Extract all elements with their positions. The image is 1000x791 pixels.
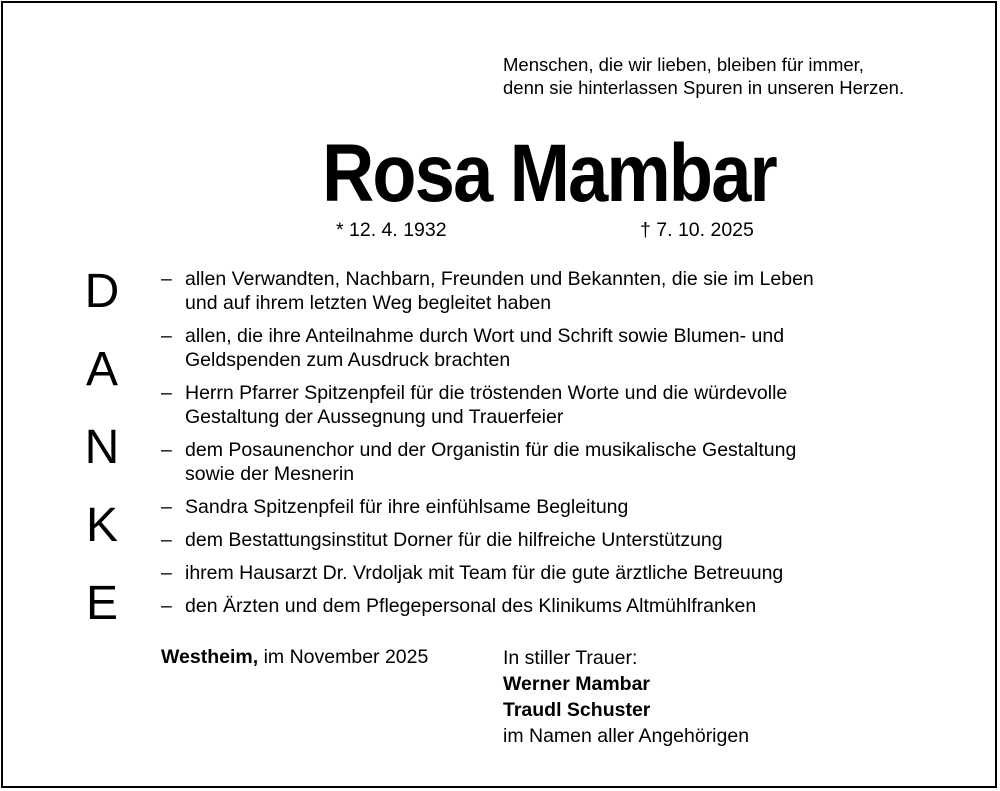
- thanks-text: Herrn Pfarrer Spitzenpfeil für die tröstenden Worte und die würdevolle Gestaltung der Aussegnung und Trauerfeier: [185, 382, 788, 428]
- place-name: Westheim,: [161, 646, 259, 668]
- thanks-list: [161, 267, 961, 627]
- dash-bullet: –: [161, 268, 172, 290]
- thanks-text: Sandra Spitzenpfeil für ihre einfühlsame Begleitung: [185, 496, 629, 518]
- dash-bullet: –: [161, 595, 172, 617]
- mourners-block: [503, 645, 749, 749]
- thanks-text: ihrem Hausarzt Dr. Vrdoljak mit Team für die gute ärztliche Betreuung: [185, 562, 784, 584]
- thanks-text: allen Verwandten, Nachbarn, Freunden und Bekannten, die sie im Leben und auf ihrem letzten Weg begleitet haben: [185, 268, 814, 314]
- thanks-text: dem Posaunenchor und der Organistin für die musikalische Gestaltung sowie der Mesnerin: [185, 439, 797, 485]
- dash-bullet: –: [161, 325, 172, 347]
- danke-letter: K: [85, 499, 118, 552]
- dash-bullet: –: [161, 382, 172, 404]
- danke-letter: A: [85, 343, 118, 396]
- thanks-text: dem Bestattungsinstitut Dorner für die hilfreiche Unterstützung: [185, 529, 723, 551]
- thanks-item: [161, 267, 961, 315]
- mourning-intro: In stiller Trauer:: [503, 647, 638, 669]
- notice-date: im November 2025: [263, 646, 429, 668]
- dash-bullet: –: [161, 529, 172, 551]
- thanks-text: allen, die ihre Anteilnahme durch Wort und Schrift sowie Blumen- und Geldspenden zum Ausdruck brachten: [185, 325, 785, 371]
- thanks-item: [161, 324, 961, 372]
- mourner-name: Traudl Schuster: [503, 699, 651, 721]
- place-date-line: [161, 645, 428, 669]
- thanks-item: [161, 528, 961, 552]
- dash-bullet: –: [161, 562, 172, 584]
- dash-bullet: –: [161, 439, 172, 461]
- thanks-item: [161, 495, 961, 519]
- danke-letter: D: [84, 265, 120, 318]
- motto-text: Menschen, die wir lieben, bleiben für immer, denn sie hinterlassen Spuren in unseren Herzen.: [503, 54, 905, 98]
- mourner-name: Werner Mambar: [503, 673, 651, 695]
- danke-letter: E: [85, 577, 118, 630]
- birth-date: * 12. 4. 1932: [336, 219, 447, 241]
- thanks-item: [161, 594, 961, 618]
- thanks-text: den Ärzten und dem Pflegepersonal des Klinikums Altmühlfranken: [185, 595, 757, 617]
- danke-vertical: [81, 265, 123, 658]
- thanks-item: [161, 381, 961, 429]
- danke-letter: N: [84, 421, 120, 474]
- thanks-item: [161, 561, 961, 585]
- death-date: † 7. 10. 2025: [640, 219, 754, 241]
- thanks-item: [161, 438, 961, 486]
- dash-bullet: –: [161, 496, 172, 518]
- deceased-name: Rosa Mambar: [322, 128, 776, 219]
- mourning-outro: im Namen aller Angehörigen: [503, 725, 750, 747]
- notice-frame: [1, 1, 997, 788]
